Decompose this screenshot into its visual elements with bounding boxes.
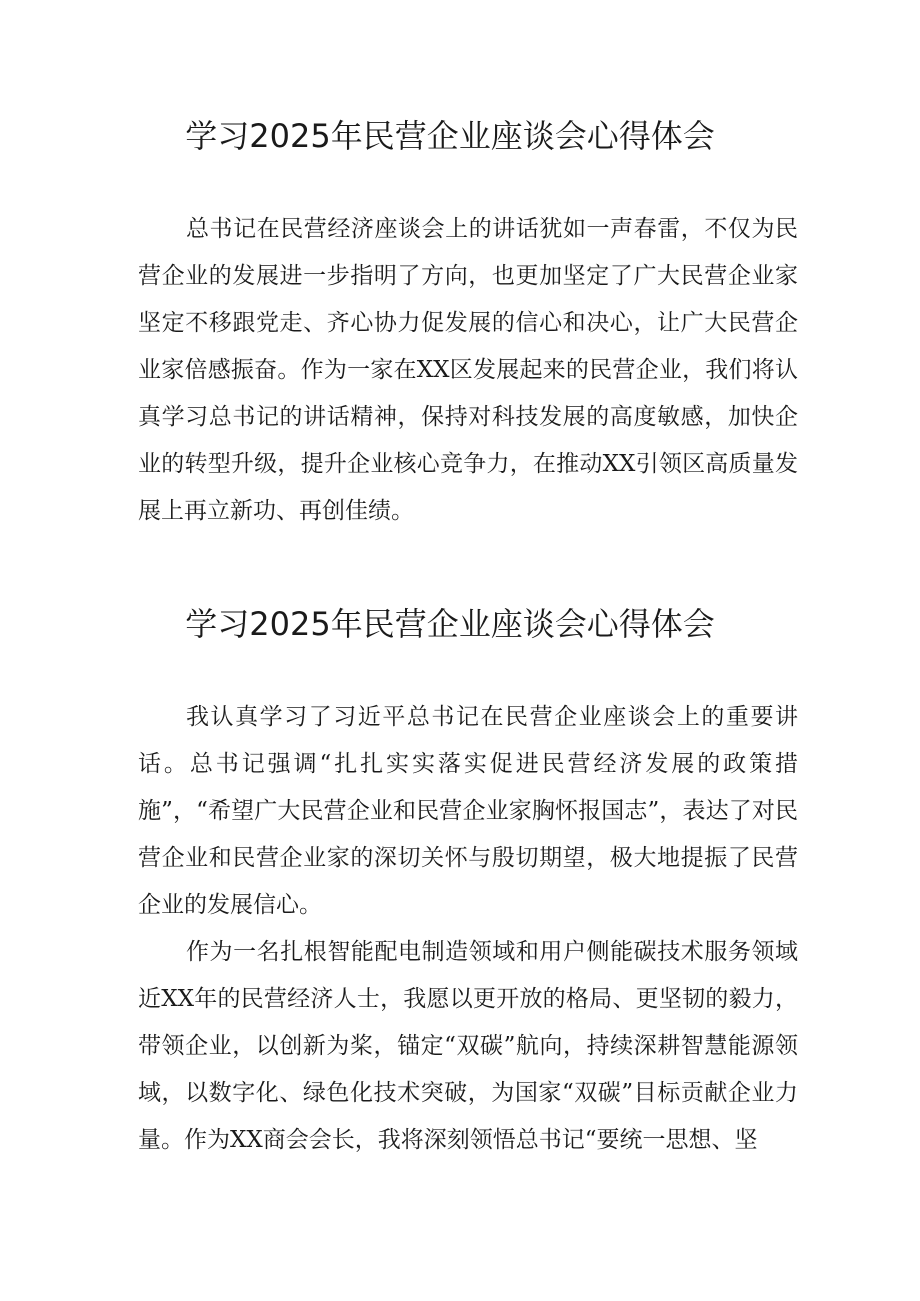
body-paragraph: 我认真学习了习近平总书记在民营企业座谈会上的重要讲话。总书记强调“扎扎实实落实促进民营经济发展的政策措施”，“希望广大民营企业和民营企业家胸怀报国志”，表达了对民营企业和民营企业家的深切关怀与殷切期望，极大地提振了民营企业的发展信心。: [138, 704, 798, 918]
body-paragraph: 作为一名扎根智能配电制造领域和用户侧能碳技术服务领域近XX年的民营经济人士，我愿以更开放的格局、更坚韧的毅力，带领企业，以创新为桨，锚定“双碳”航向，持续深耕智慧能源领域，以数字化、绿色化技术突破，为国家“双碳”目标贡献企业力量。作为XX商会会长，我将深刻领悟总书记“要统一思想、坚: [138, 939, 798, 1153]
body-paragraph: 总书记在民营经济座谈会上的讲话犹如一声春雷，不仅为民营企业的发展进一步指明了方向，也更加坚定了广大民营企业家坚定不移跟党走、齐心协力促发展的信心和决心，让广大民营企业家倍感振奋。作为一家在XX区发展起来的民营企业，我们将认真学习总书记的讲话精神，保持对科技发展的高度敏感，加快企业的转型升级，提升企业核心竞争力，在推动XX引领区高质量发展上再立新功、再创佳绩。: [138, 216, 798, 524]
section-title: 学习2025年民营企业座谈会心得体会: [185, 117, 715, 155]
section-title: 学习2025年民营企业座谈会心得体会: [185, 605, 715, 643]
